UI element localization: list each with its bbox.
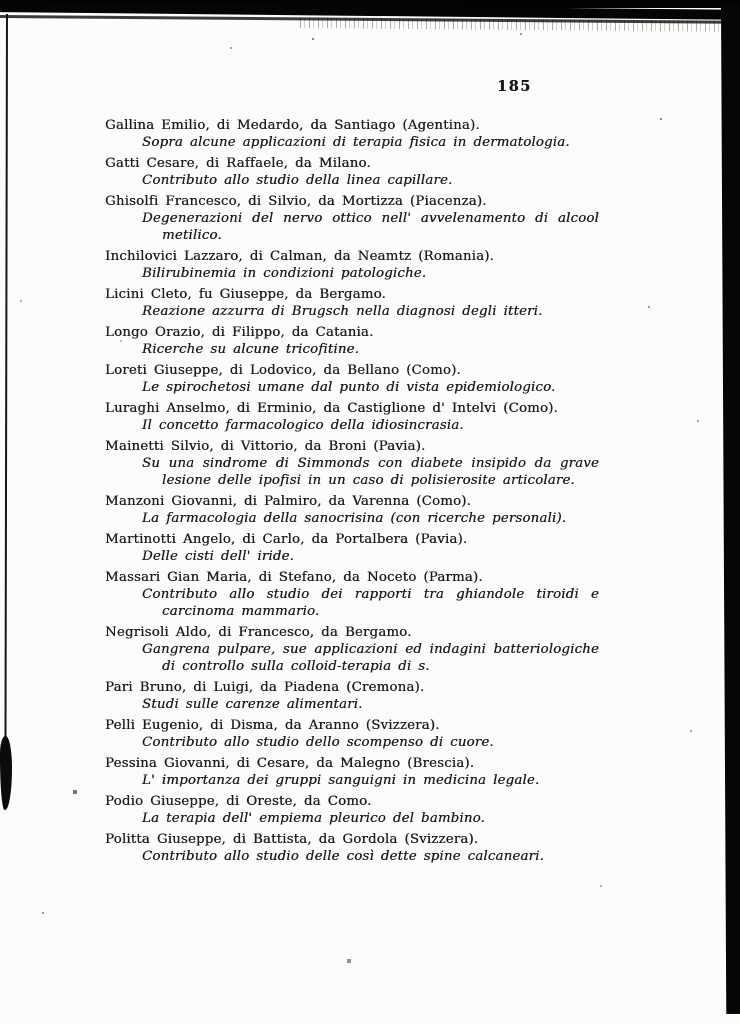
scan-speckles (0, 0, 2, 2)
entry-thesis-title: Degenerazioni del nervo ottico nell' avvelenamento di alcool metilico. (142, 211, 599, 243)
entry-name: Manzoni Giovanni, di Palmiro, da Varenna (Como). (105, 494, 471, 509)
scan-edge-left-hairline (4, 14, 8, 742)
bibliography-entry (105, 793, 610, 827)
entry-thesis-title: Delle cisti dell' iride. (142, 549, 295, 564)
bibliography-entry (105, 438, 610, 489)
scan-ink-blob (0, 736, 12, 810)
entry-thesis-title: Studi sulle carenze alimentari. (142, 697, 363, 712)
entry-thesis-title: La farmacologia della sanocrisina (con ricerche personali). (142, 511, 567, 526)
bibliography-entry (105, 324, 610, 358)
entry-name: Loreti Giuseppe, di Lodovico, da Bellano (Como). (105, 363, 461, 378)
entry-name: Mainetti Silvio, di Vittorio, da Broni (Pavia). (105, 439, 426, 454)
scan-edge-right-band (721, 6, 740, 1014)
bibliography-entry (105, 717, 610, 751)
entry-name: Pelli Eugenio, di Disma, da Aranno (Svizzera). (105, 718, 440, 733)
entries-list (105, 117, 610, 869)
entry-thesis-title: Contributo allo studio dello scompenso di cuore. (142, 735, 494, 750)
entry-name: Massari Gian Maria, di Stefano, da Noceto (Parma). (105, 570, 483, 585)
entry-thesis-title: Reazione azzurra di Brugsch nella diagnosi degli itteri. (142, 304, 543, 319)
bibliography-entry (105, 755, 610, 789)
bibliography-entry (105, 679, 610, 713)
bibliography-entry (105, 531, 610, 565)
entry-name: Martinotti Angelo, di Carlo, da Portalbera (Pavia). (105, 532, 468, 547)
entry-name: Ghisolfi Francesco, di Silvio, da Mortizza (Piacenza). (105, 194, 487, 209)
entry-thesis-title: Le spirochetosi umane dal punto di vista epidemiologico. (142, 380, 556, 395)
page-number: 185 (497, 78, 532, 95)
bibliography-entry (105, 117, 610, 151)
entry-name: Pari Bruno, di Luigi, da Piadena (Cremona). (105, 680, 425, 695)
entry-thesis-title: Contributo allo studio della linea capillare. (142, 173, 453, 188)
entry-name: Podio Giuseppe, di Oreste, da Como. (105, 794, 372, 809)
entry-thesis-title: Su una sindrome di Simmonds con diabete insipido da grave lesione delle ipofisi in un caso di polisierosite articolare. (142, 456, 599, 488)
bibliography-entry (105, 155, 610, 189)
entry-thesis-title: L' importanza dei gruppi sanguigni in medicina legale. (142, 773, 540, 788)
bibliography-entry (105, 286, 610, 320)
entry-thesis-title: Ricerche su alcune tricofitine. (142, 342, 360, 357)
entry-thesis-title: Sopra alcune applicazioni di terapia fisica in dermatologia. (142, 135, 570, 150)
bibliography-entry (105, 493, 610, 527)
entry-thesis-title: Contributo allo studio delle così dette spine calcaneari. (142, 849, 544, 864)
entry-name: Pessina Giovanni, di Cesare, da Malegno (Brescia). (105, 756, 475, 771)
bibliography-entry (105, 624, 610, 675)
entry-thesis-title: Bilirubinemia in condizioni patologiche. (142, 266, 427, 281)
entry-name: Gallina Emilio, di Medardo, da Santiago (Agentina). (105, 118, 480, 133)
entry-name: Longo Orazio, di Filippo, da Catania. (105, 325, 374, 340)
entry-name: Luraghi Anselmo, di Erminio, da Castiglione d' Intelvi (Como). (105, 401, 558, 416)
entry-name: Licini Cleto, fu Giuseppe, da Bergamo. (105, 287, 386, 302)
entry-name: Politta Giuseppe, di Battista, da Gordola (Svizzera). (105, 832, 479, 847)
bibliography-entry (105, 248, 610, 282)
entry-thesis-title: Il concetto farmacologico della idiosincrasia. (142, 418, 464, 433)
entry-thesis-title: La terapia dell' empiema pleurico del bambino. (142, 811, 485, 826)
entry-name: Inchilovici Lazzaro, di Calman, da Neamtz (Romania). (105, 249, 495, 264)
scan-noise-top (300, 17, 740, 32)
entry-name: Negrisoli Aldo, di Francesco, da Bergamo. (105, 625, 412, 640)
entry-name: Gatti Cesare, di Raffaele, da Milano. (105, 156, 371, 171)
bibliography-entry (105, 193, 610, 244)
bibliography-entry (105, 831, 610, 865)
entry-thesis-title: Contributo allo studio dei rapporti tra ghiandole tiroidi e carcinoma mammario. (142, 587, 599, 619)
bibliography-entry (105, 362, 610, 396)
entry-thesis-title: Gangrena pulpare, sue applicazioni ed indagini batteriologiche di controllo sulla colloid-terapia di s. (142, 642, 599, 674)
bibliography-entry (105, 569, 610, 620)
bibliography-entry (105, 400, 610, 434)
